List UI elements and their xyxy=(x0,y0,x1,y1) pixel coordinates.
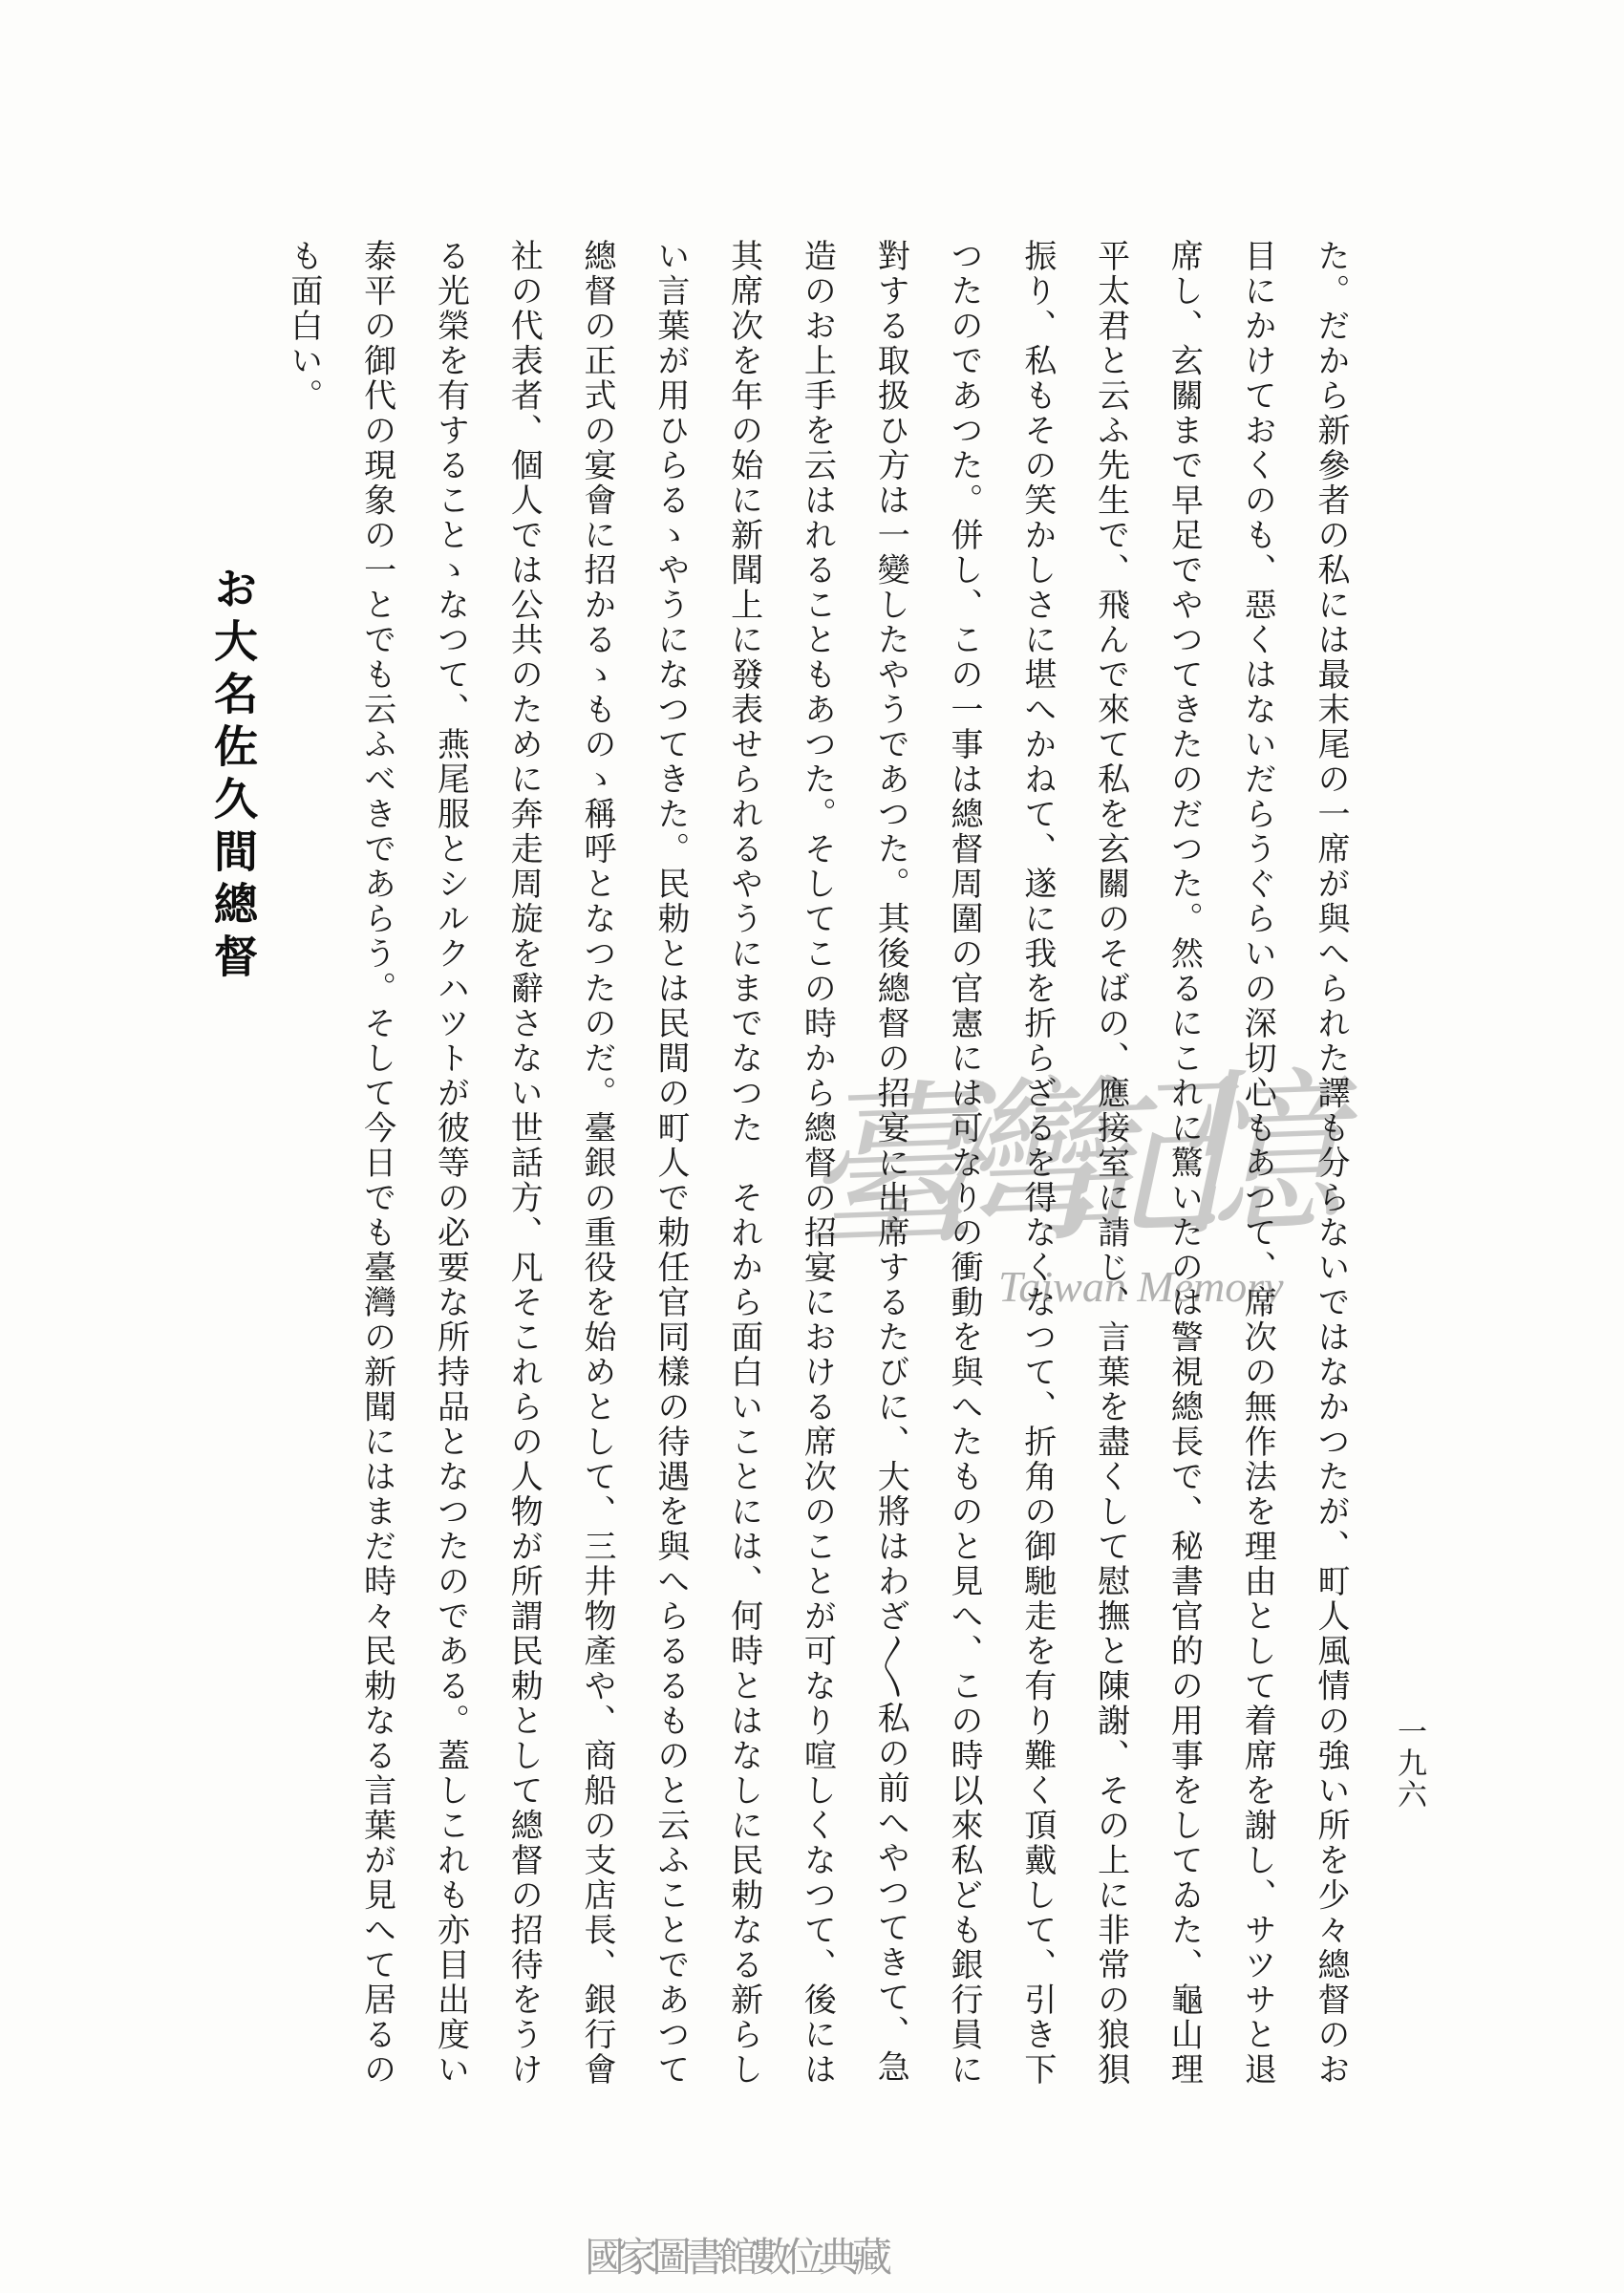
text-column: 對する取扱ひ方は一變したやうであつた。其後總督の招宴に出席するたびに、大將はわざ〳〵私の前へやつてきて、急 xyxy=(872,239,908,2085)
text-column: も面白い。 xyxy=(285,239,321,414)
text-column: 總督の正式の宴會に招かるゝものゝ稱呼となつたのだ。臺銀の重役を始めとして、三井物產や、商船の支店長、銀行會 xyxy=(579,239,615,2088)
text-column: 其席次を年の始に新聞上に發表せられるやうにまでなつた それから面白いことには、何時とはなしに民勅なる新らし xyxy=(725,239,761,2088)
text-column: 席し、玄關まで早足でやつてきたのだつた。然るにこれに驚いたのは警視總長で、秘書官的の用事をしてゐた、龜山理 xyxy=(1165,239,1202,2088)
section-heading: お大名佐久間總督 xyxy=(208,566,257,986)
text-column: 泰平の御代の現象の一とでも云ふべきであらう。そして今日でも臺灣の新聞にはまだ時々民勅なる言葉が見へて居るの xyxy=(358,239,395,2088)
text-column: 目にかけておくのも、惡くはないだらうぐらいの深切心もあつて、席次の無作法を理由として着席を謝し、サツサと退 xyxy=(1239,239,1275,2088)
taiwan-memory-cjk-watermark: 臺灣記憶 xyxy=(798,1059,1291,1272)
text-column: た。だから新參者の私には最末尾の一席が與へられた譯も分らないではなかつたが、町人風情の強い所を少々總督のお xyxy=(1313,239,1348,2088)
vertical-body-text xyxy=(266,239,1366,2188)
text-column: つたのであつた。併し、この一事は總督周圍の官憲には可なりの衝動を與へたものと見へ、この時以來私ども銀行員に xyxy=(946,239,982,2088)
library-footer-caption: 國家圖書館數位典藏 xyxy=(585,2237,887,2281)
taiwan-memory-latin-watermark: Taiwan Memory xyxy=(998,1262,1284,1311)
text-column: 社の代表者、個人では公共のために奔走周旋を辭さない世話方、凡そこれらの人物が所謂民勅として總督の招待をうけ xyxy=(505,239,542,2088)
text-column: 振り、私もその笑かしさに堪へかねて、遂に我を折らざるを得なくなつて、折角の御馳走を有り難く頂戴して、引き下 xyxy=(1018,239,1055,2088)
text-column: 造のお上手を云はれることもあつた。そしてこの時から總督の招宴における席次のことが可なり喧しくなつて、後には xyxy=(799,239,835,2088)
text-column: る光榮を有することゝなつて、燕尾服とシルクハツトが彼等の必要な所持品となつたのである。蓋しこれも亦目出度い xyxy=(432,239,468,2088)
page-number: 一九六 xyxy=(1393,1716,1426,1811)
text-column: 平太君と云ふ先生で、飛んで來て私を玄關のそばの、應接室に請じ、言葉を盡くして慰撫と陳謝、その上に非常の狼狽 xyxy=(1092,239,1128,2088)
text-column: い言葉が用ひらるゝやうになつてきた。民勅とは民間の町人で勅任官同樣の待遇を與へらるるものと云ふことであつて xyxy=(652,239,688,2088)
